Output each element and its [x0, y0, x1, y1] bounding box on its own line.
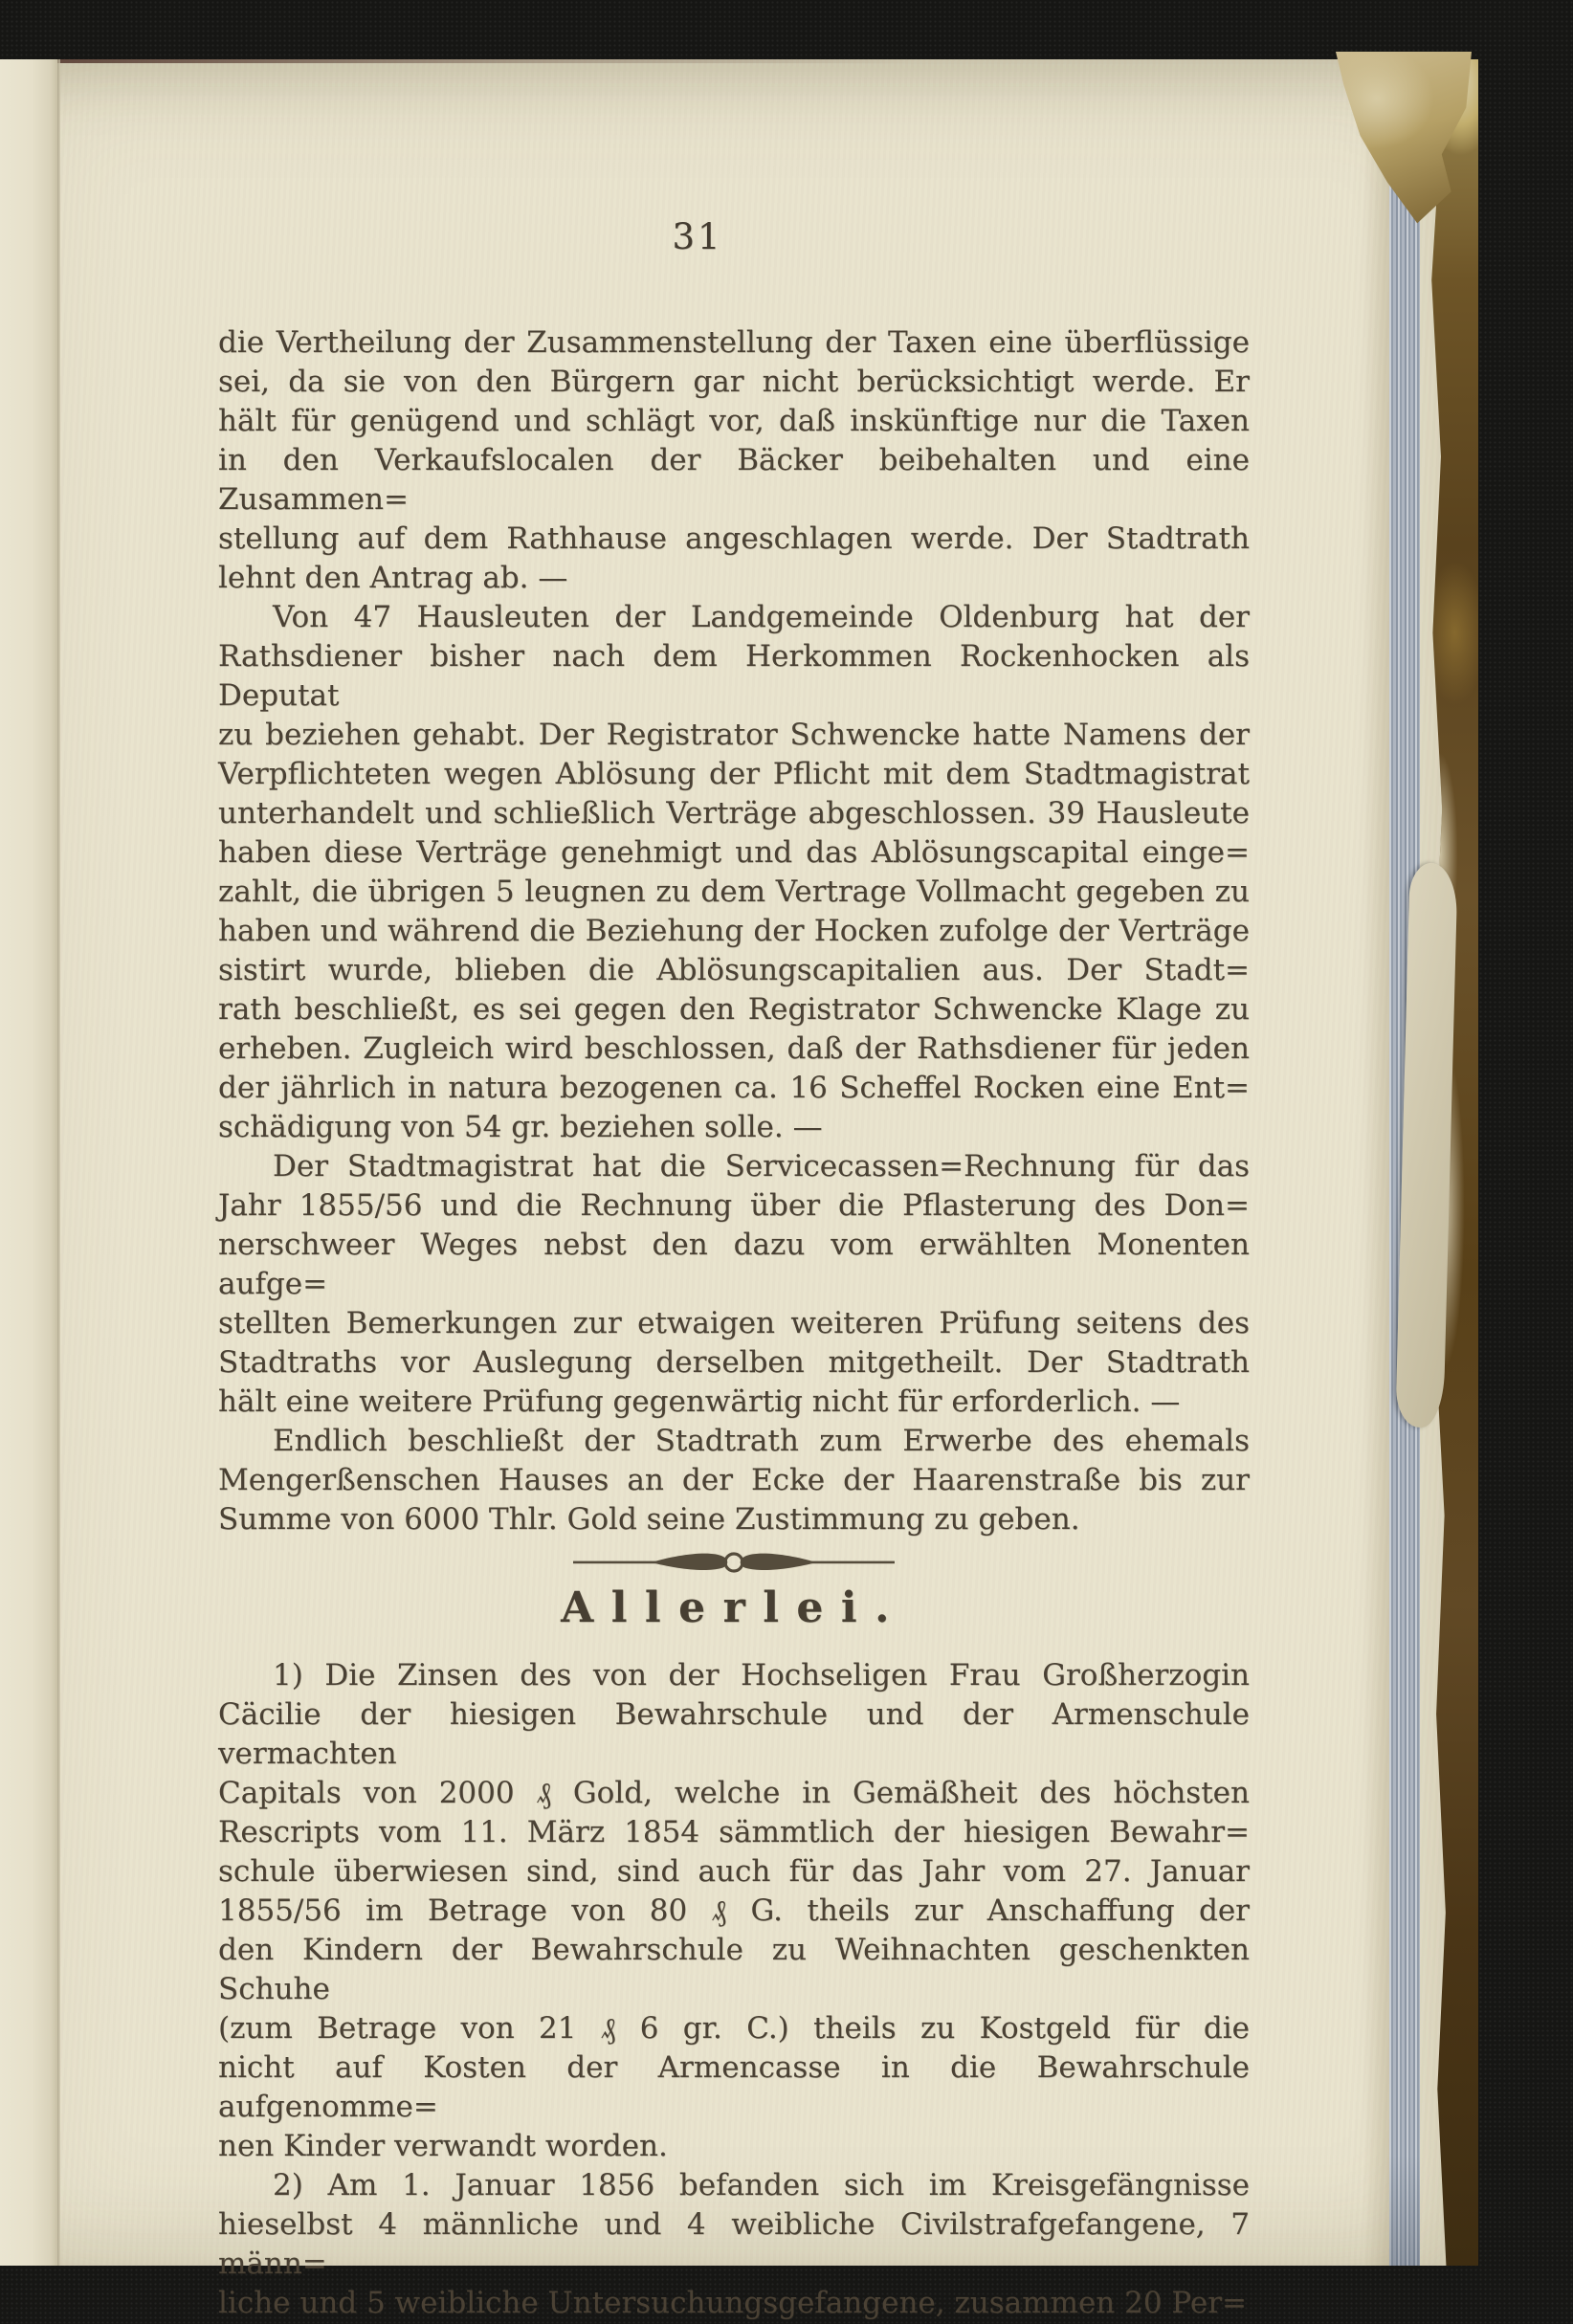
text-line: nen Kinder verwandt worden. [218, 2129, 668, 2163]
text-line: schule überwiesen sind, sind auch für das Jahr vom 27. Januar [218, 1854, 1250, 1889]
text-line: der jährlich in natura bezogenen ca. 16 Scheffel Rocken eine Ent= [218, 1071, 1250, 1105]
text-line: die Vertheilung der Zusammenstellung der Taxen eine überflüssige [218, 325, 1250, 360]
text-line: Mengerßenschen Hauses an der Ecke der Haarenstraße bis zur [218, 1463, 1250, 1497]
text-line: stellung auf dem Rathhause angeschlagen werde. Der Stadtrath [218, 521, 1250, 556]
text-line: lehnt den Antrag ab. — [218, 561, 568, 595]
gutter-fold [0, 59, 57, 2266]
text-line: Rescripts vom 11. März 1854 sämmtlich der hiesigen Bewahr= [218, 1815, 1250, 1849]
text-line: nerschweer Weges nebst den dazu vom erwählten Monenten aufge= [218, 1228, 1250, 1301]
text-line: in den Verkaufslocalen der Bäcker beibehalten und eine Zusammen= [218, 443, 1250, 517]
section-divider-ornament-icon [571, 1546, 897, 1579]
book-page [0, 59, 1478, 2320]
section-heading: Allerlei. [561, 1583, 907, 1632]
text-line: hält für genügend und schlägt vor, daß inskünftige nur die Taxen [218, 404, 1250, 438]
text-line: haben und während die Beziehung der Hocken zufolge der Verträge [218, 914, 1250, 948]
text-line: Summe von 6000 Thlr. Gold seine Zustimmung zu geben. [218, 1502, 1080, 1537]
text-line: Stadtraths vor Auslegung derselben mitgetheilt. Der Stadtrath [218, 1345, 1250, 1380]
text-line: Capitals von 2000 ₰ Gold, welche in Gemäßheit des höchsten [218, 1776, 1250, 1810]
paragraph-hausleute [218, 598, 1250, 1147]
paragraph-hauskauf [218, 1422, 1250, 1539]
text-line: Jahr 1855/56 und die Rechnung über die Pflasterung des Don= [218, 1188, 1250, 1223]
text-line: unterhandelt und schließlich Verträge abgeschlossen. 39 Hausleute [218, 796, 1250, 830]
text-line: schädigung von 54 gr. beziehen solle. — [218, 1110, 823, 1144]
allerlei-item-1 [218, 1656, 1250, 2166]
text-line: zahlt, die übrigen 5 leugnen zu dem Vertrage Vollmacht gegeben zu [218, 874, 1250, 909]
text-line: Cäcilie der hiesigen Bewahrschule und der Armenschule vermachten [218, 1697, 1250, 1771]
text-line: zu beziehen gehabt. Der Registrator Schwencke hatte Namens der [218, 718, 1250, 752]
text-line: Verpflichteten wegen Ablösung der Pflicht mit dem Stadtmagistrat [218, 757, 1250, 791]
text-line: haben diese Verträge genehmigt und das Ablösungscapital einge= [218, 835, 1250, 870]
text-line: Rathsdiener bisher nach dem Herkommen Rockenhocken als Deputat [218, 639, 1250, 713]
text-line: nicht auf Kosten der Armencasse in die Bewahrschule aufgenomme= [218, 2050, 1250, 2124]
paragraph-taxen [218, 323, 1250, 598]
text-line: (zum Betrage von 21 ₰ 6 gr. C.) theils zu Kostgeld für die [218, 2011, 1250, 2046]
text-line: sei, da sie von den Bürgern gar nicht berücksichtigt werde. Er [218, 365, 1250, 399]
text-line: Von 47 Hausleuten der Landgemeinde Oldenburg hat der [273, 600, 1250, 634]
text-line: stellten Bemerkungen zur etwaigen weiteren Prüfung seitens des [218, 1306, 1250, 1340]
text-line: rath beschließt, es sei gegen den Registrator Schwencke Klage zu [218, 992, 1250, 1027]
text-line: Endlich beschließt der Stadtrath zum Erwerbe des ehemals [273, 1424, 1250, 1458]
text-line: hält eine weitere Prüfung gegenwärtig nicht für erforderlich. — [218, 1384, 1181, 1419]
text-block [218, 323, 1250, 2323]
text-line: 2) Am 1. Januar 1856 befanden sich im Kreisgefängnisse [273, 2168, 1250, 2202]
text-line: den Kindern der Bewahrschule zu Weihnachten geschenkten Schuhe [218, 1933, 1250, 2006]
text-line: hieselbst 4 männliche und 4 weibliche Civilstrafgefangene, 7 männ= [218, 2207, 1250, 2281]
text-line: liche und 5 weibliche Untersuchungsgefangene, zusammen 20 Per= [218, 2286, 1248, 2320]
paragraph-stadtmagistrat [218, 1147, 1250, 1422]
text-line: erheben. Zugleich wird beschlossen, daß der Rathsdiener für jeden [218, 1031, 1250, 1066]
text-line: 1) Die Zinsen des von der Hochseligen Frau Großherzogin [273, 1658, 1250, 1693]
page-number: 31 [672, 216, 723, 257]
text-line: sistirt wurde, blieben die Ablösungscapitalien aus. Der Stadt= [218, 953, 1250, 987]
text-line: 1855/56 im Betrage von 80 ₰ G. theils zur Anschaffung der [218, 1893, 1250, 1928]
allerlei-item-2 [218, 2166, 1250, 2323]
text-line: Der Stadtmagistrat hat die Servicecassen=Rechnung für das [273, 1149, 1250, 1184]
page-edge-shadow [1363, 59, 1389, 2266]
gutter-crease-line [57, 59, 60, 2266]
